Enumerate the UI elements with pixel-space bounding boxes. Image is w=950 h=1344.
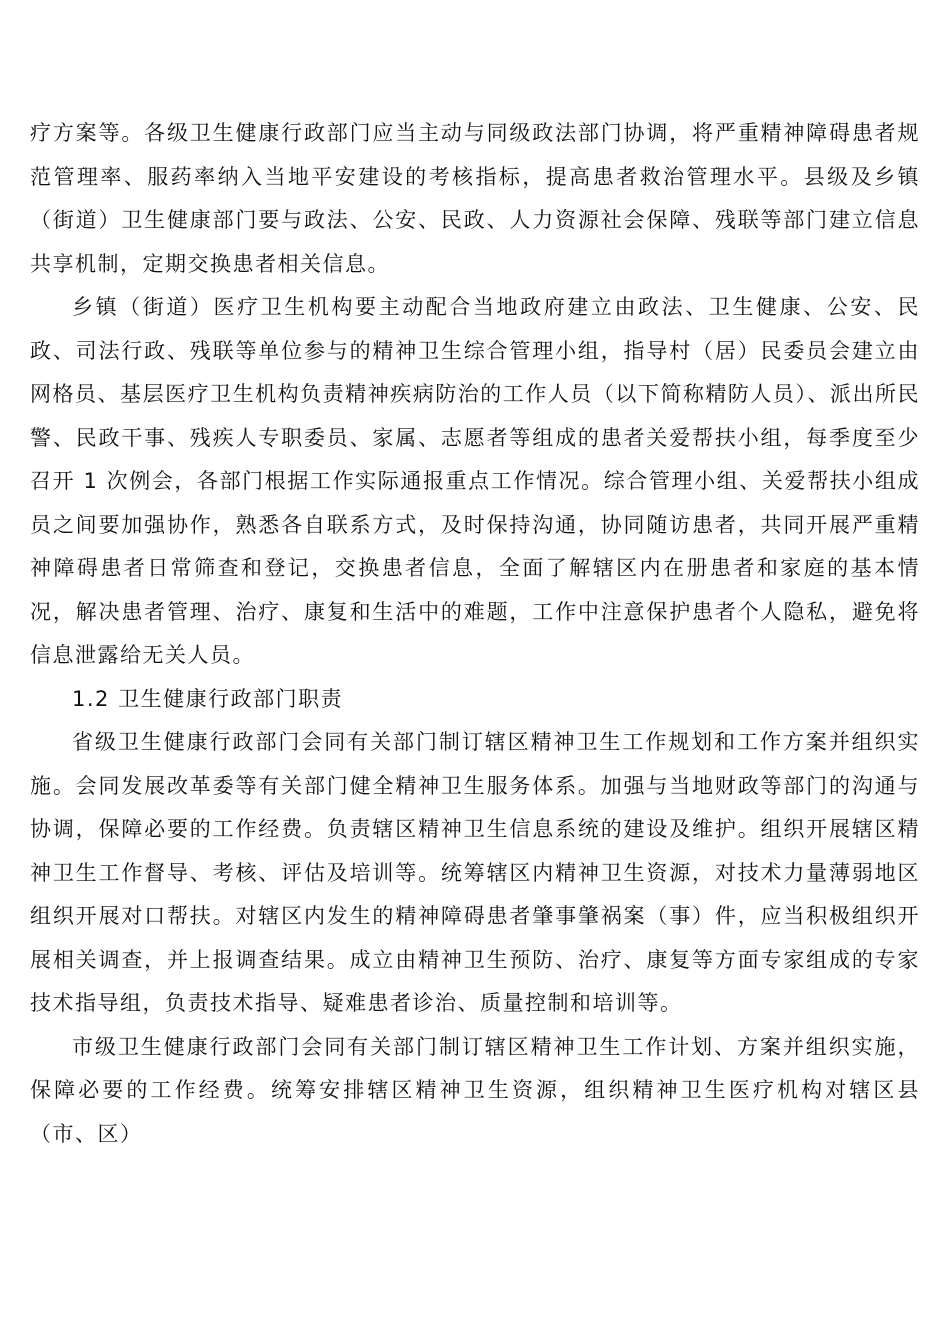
section-heading: 1.2 卫生健康行政部门职责 <box>72 686 344 711</box>
paragraph-municipal-duties: 市级卫生健康行政部门会同有关部门制订辖区精神卫生工作计划、方案并组织实施，保障必要的工作经费。统筹安排辖区精神卫生资源，组织精神卫生医疗机构对辖区县（市、区） <box>30 1034 920 1146</box>
paragraph-provincial-duties: 省级卫生健康行政部门会同有关部门制订辖区精神卫生工作规划和工作方案并组织实施。会同发展改革委等有关部门健全精神卫生服务体系。加强与当地财政等部门的沟通与协调，保障必要的工作经费。负责辖区精神卫生信息系统的建设及维护。组织开展辖区精神卫生工作督导、考核、评估及培训等。统筹辖区内精神卫生资源，对技术力量薄弱地区组织开展对口帮扶。对辖区内发生的精神障碍患者肇事肇祸案（事）件，应当积极组织开展相关调查，并上报调查结果。成立由精神卫生预防、治疗、康复等方面专家组成的专家技术指导组，负责技术指导、疑难患者诊治、质量控制和培训等。 <box>30 730 920 1015</box>
paragraph-continuation: 疗方案等。各级卫生健康行政部门应当主动与同级政法部门协调，将严重精神障碍患者规范管理率、服药率纳入当地平安建设的考核指标，提高患者救治管理水平。县级及乡镇（街道）卫生健康部门要与政法、公安、民政、人力资源社会保障、残联等部门建立信息共享机制，定期交换患者相关信息。 <box>30 121 920 276</box>
document-body <box>30 112 920 1156</box>
paragraph-township-coordination: 乡镇（街道）医疗卫生机构要主动配合当地政府建立由政法、卫生健康、公安、民政、司法行政、残联等单位参与的精神卫生综合管理小组，指导村（居）民委员会建立由网格员、基层医疗卫生机构负责精神疾病防治的工作人员（以下简称精防人员）、派出所民警、民政干事、残疾人专职委员、家属、志愿者等组成的患者关爱帮扶小组，每季度至少召开 1 次例会，各部门根据工作实际通报重点工作情况。综合管理小组、关爱帮扶小组成员之间要加强协作，熟悉各自联系方式，及时保持沟通，协同随访患者，共同开展严重精神障碍患者日常筛查和登记，交换患者信息，全面了解辖区内在册患者和家庭的基本情况，解决患者管理、治疗、康复和生活中的难题，工作中注意保护患者个人隐私，避免将信息泄露给无关人员。 <box>30 295 920 667</box>
